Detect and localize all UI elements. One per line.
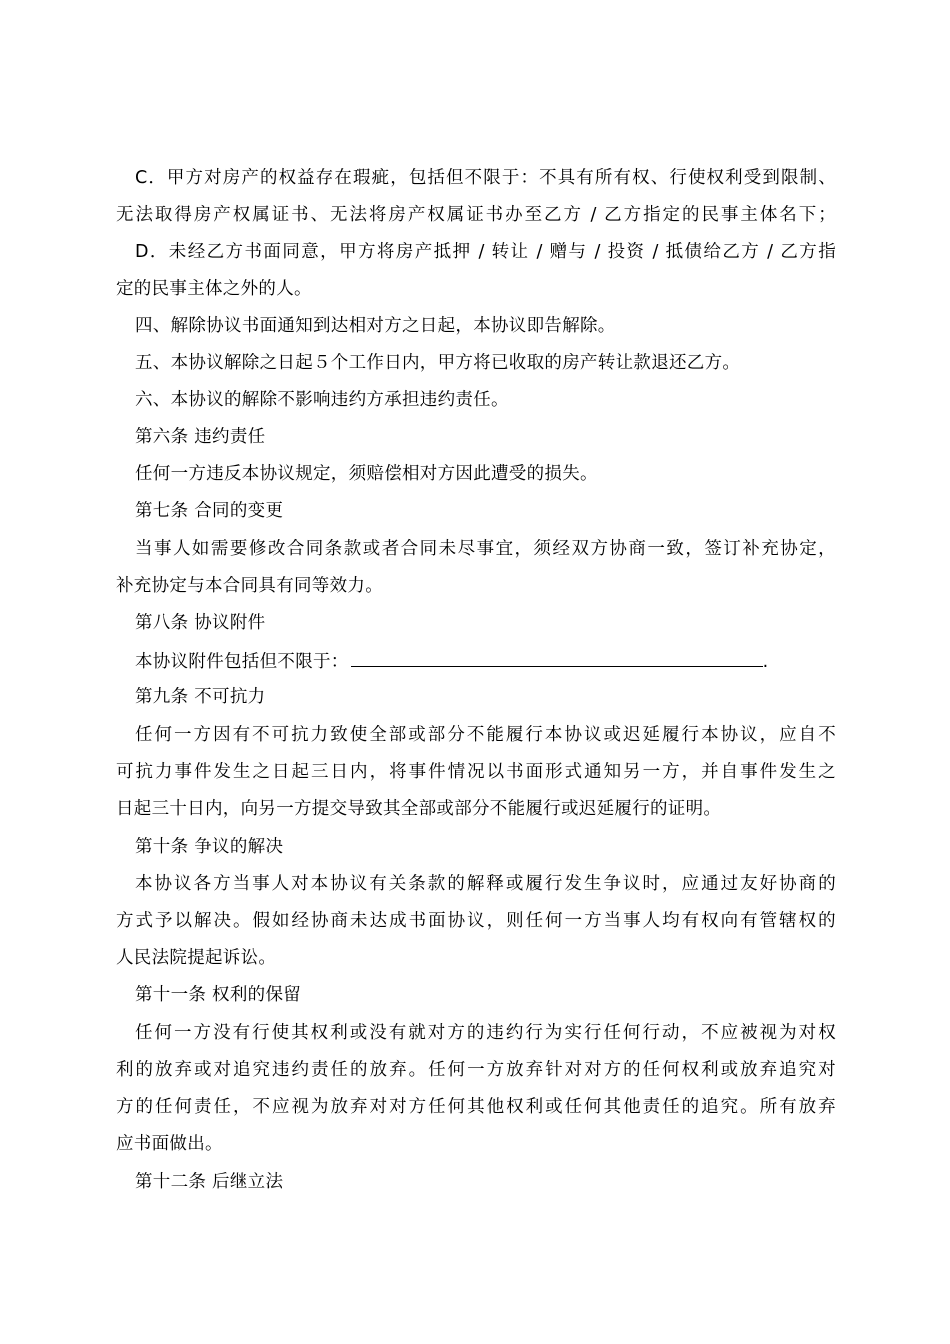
clause-d-line-1: D．未经乙方书面同意，甲方将房产抵押 / 转让 / 赠与 / 投资 / 抵债给乙方 / 乙方指	[135, 242, 836, 262]
attachment-label: 本协议附件包括但不限于：	[135, 652, 349, 672]
article-8-body	[135, 648, 836, 674]
clause-d-line-2: 定的民事主体之外的人。	[116, 279, 312, 299]
article-10-body-line-2: 方式予以解决。假如经协商未达成书面协议，则任何一方当事人均有权向有管辖权的	[116, 911, 836, 931]
article-9-heading: 第九条 不可抗力	[135, 687, 266, 707]
clause-c-line-2: 无法取得房产权属证书、无法将房产权属证书办至乙方 / 乙方指定的民事主体名下；	[116, 205, 836, 225]
article-11-heading: 第十一条 权利的保留	[135, 985, 302, 1005]
article-9-body-line-2: 可抗力事件发生之日起三日内，将事件情况以书面形式通知另一方，并自事件发生之	[116, 762, 836, 782]
article-7-body-line-2: 补充协定与本合同具有同等效力。	[116, 576, 383, 596]
clause-c-line-1: C．甲方对房产的权益存在瑕疵，包括但不限于：不具有所有权、行使权利受到限制、	[135, 168, 836, 188]
article-8-heading: 第八条 协议附件	[135, 613, 266, 633]
attachment-blank-line	[351, 648, 763, 667]
article-10-body-line-3: 人民法院提起诉讼。	[116, 948, 277, 968]
article-9-body-line-1: 任何一方因有不可抗力致使全部或部分不能履行本协议或迟延履行本协议，应自不	[135, 725, 836, 745]
item-six: 六、本协议的解除不影响违约方承担违约责任。	[135, 390, 509, 410]
article-7-heading: 第七条 合同的变更	[135, 501, 284, 521]
article-11-body-line-1: 任何一方没有行使其权利或没有就对方的违约行为实行任何行动，不应被视为对权	[135, 1023, 836, 1043]
article-10-body-line-1: 本协议各方当事人对本协议有关条款的解释或履行发生争议时，应通过友好协商的	[135, 874, 836, 894]
article-10-heading: 第十条 争议的解决	[135, 837, 284, 857]
article-11-body-line-2: 利的放弃或对追究违约责任的放弃。任何一方放弃针对对方的任何权利或放弃追究对	[116, 1060, 836, 1080]
article-12-heading: 第十二条 后继立法	[135, 1172, 284, 1192]
article-9-body-line-3: 日起三十日内，向另一方提交导致其全部或部分不能履行或迟延履行的证明。	[116, 799, 722, 819]
article-6-heading: 第六条 违约责任	[135, 427, 266, 447]
article-11-body-line-3: 方的任何责任，不应视为放弃对对方任何其他权利或任何其他责任的追究。所有放弃	[116, 1097, 836, 1117]
article-6-body: 任何一方违反本协议规定，须赔偿相对方因此遭受的损失。	[135, 464, 598, 484]
article-7-body-line-1: 当事人如需要修改合同条款或者合同未尽事宜，须经双方协商一致，签订补充协定，	[135, 539, 836, 559]
item-five: 五、本协议解除之日起５个工作日内，甲方将已收取的房产转让款退还乙方。	[135, 353, 741, 373]
item-four: 四、解除协议书面通知到达相对方之日起，本协议即告解除。	[135, 316, 616, 336]
article-11-body-line-4: 应书面做出。	[116, 1134, 223, 1154]
attachment-period: .	[762, 652, 769, 672]
